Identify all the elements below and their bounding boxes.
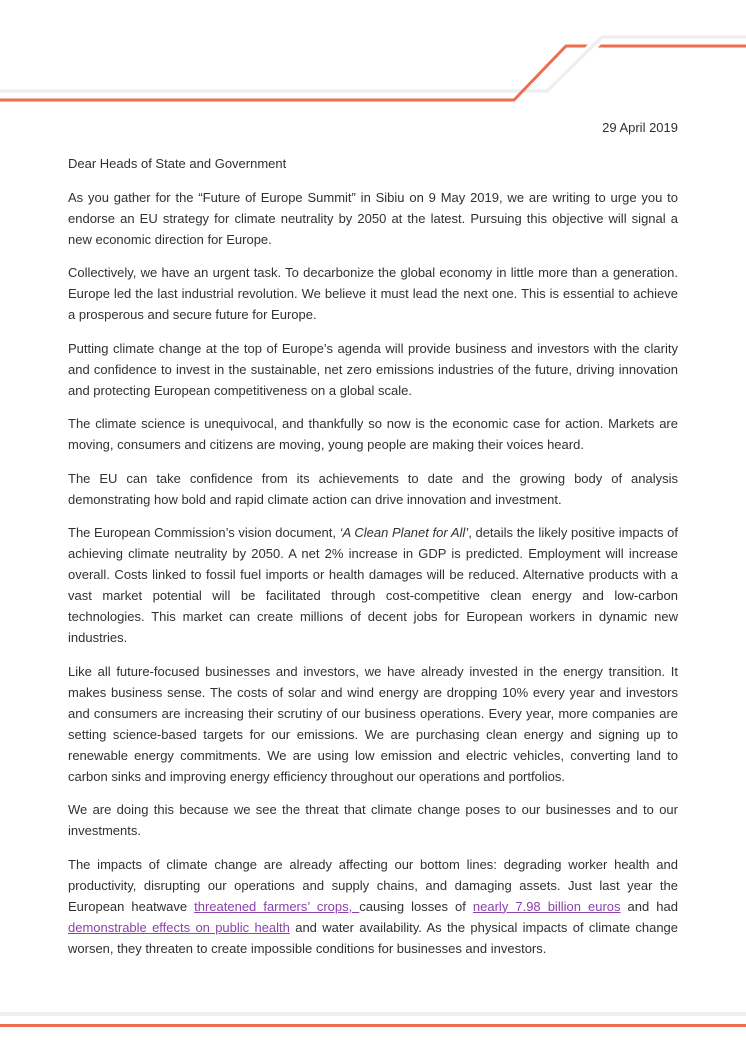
impacts-text-1: The impacts of climate change are already affecting our bottom lines: degrading worker health and productivity, disrupting our operations and supply chains, and damaging assets. Just last year the European heatwave	[68, 856, 678, 914]
letter-body	[68, 117, 678, 971]
decoration-gray-casing	[547, 37, 746, 91]
letter-date: 29 April 2019	[602, 120, 678, 135]
link-billion-euros[interactable]: nearly 7.98 billion euros	[472, 898, 621, 914]
paragraph-eu-confidence: The EU can take confidence from its achievements to date and the growing body of analysis demonstrating how bold and rapid climate action can drive innovation and investment.	[68, 470, 678, 507]
bottom-decoration-orange-line	[0, 1024, 746, 1027]
bottom-decoration-gray-line	[0, 1012, 746, 1016]
paragraph-energy-transition: Like all future-focused businesses and investors, we have already invested in the energy transition. It makes business sense. The costs of solar and wind energy are dropping 10% every year and investors and consumers are increasing their scrutiny of our business operations. Every year, more companies are setting science-based targets for our emissions. We are purchasing clean energy and signing up to renewable energy commitments. We are using low emission and electric vehicles, converting land to carbon sinks and improving energy efficiency throughout our operations and portfolios.	[68, 663, 678, 784]
impacts-text-4: and water availability. As the physical impacts of climate change worsen, they threaten to create impossible conditions for businesses and investors.	[68, 919, 679, 956]
paragraph-climate-science: The climate science is unequivocal, and thankfully so now is the economic case for action. Markets are moving, consumers and citizens are moving, young people are making their voices heard.	[68, 416, 678, 452]
paragraph-impacts	[68, 854, 678, 959]
vision-document-title: ‘A Clean Planet for All’	[339, 525, 469, 540]
top-decoration	[0, 0, 746, 112]
decoration-orange-line	[0, 46, 746, 100]
paragraph-threat: We are doing this because we see the threat that climate change poses to our businesses and to our investments.	[68, 802, 678, 838]
impacts-text-3: and had	[620, 898, 678, 914]
paragraph-summit: As you gather for the “Future of Europe Summit” in Sibiu on 9 May 2019, we are writing to urge you to endorse an EU strategy for climate neutrality by 2050 at the latest. Pursuing this objective will signal a new economic direction for Europe.	[68, 189, 678, 247]
link-public-health[interactable]: demonstrable effects on public health	[68, 919, 290, 935]
paragraph-urgent-task: Collectively, we have an urgent task. To decarbonize the global economy in little more than a generation. Europe led the last industrial revolution. We believe it must lead the next one. This is essential to achieve a prosperous and secure future for Europe.	[68, 265, 678, 322]
decoration-gray-line	[0, 37, 746, 91]
impacts-text-2: causing losses of	[359, 898, 473, 914]
paragraph-climate-agenda: Putting climate change at the top of Europe’s agenda will provide business and investors with the clarity and confidence to invest in the sustainable, net zero emissions industries of the future, driving innovation and protecting European competitiveness on a global scale.	[68, 340, 678, 398]
paragraph-commission-vision	[68, 522, 678, 648]
vision-lead-text: The European Commission’s vision document,	[68, 525, 340, 540]
link-threatened-farmers-crops[interactable]: threatened farmers’ crops,	[194, 898, 360, 914]
vision-rest-text: , details the likely positive impacts of achieving climate neutrality by 2050. A net 2% increase in GDP is predicted. Employment will increase overall. Costs linked to fossil fuel imports or health damages will be reduced. Alternative products with a vast market potential will be facilitated through cost-competitive clean energy and low-carbon technologies. This market can create millions of decent jobs for European workers in dynamic new industries.	[68, 525, 678, 645]
decoration-gray-line-top	[547, 37, 746, 91]
salutation: Dear Heads of State and Government	[68, 156, 287, 171]
